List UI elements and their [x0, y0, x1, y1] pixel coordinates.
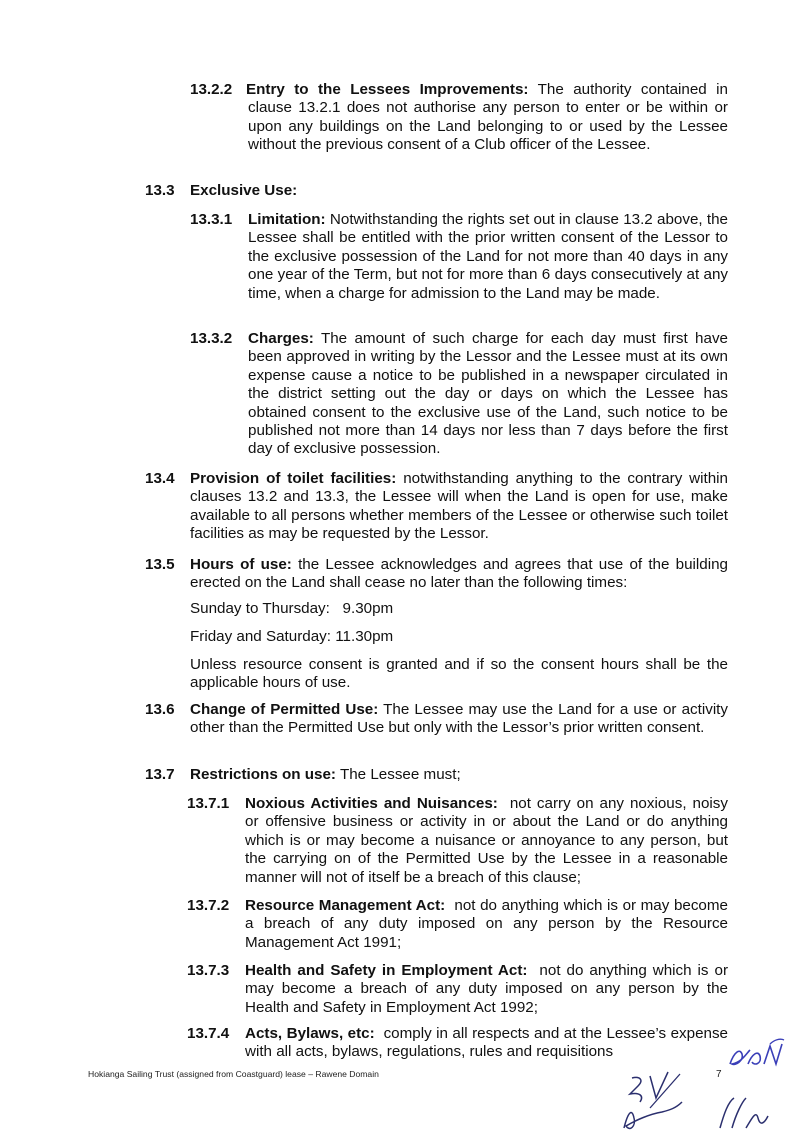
clause-13-7-2 — [245, 897, 728, 952]
clause-heading: Health and Safety in Employment Act: — [245, 962, 528, 979]
clause-number: 13.3.1 — [190, 211, 233, 228]
clause-13-6 — [190, 701, 728, 738]
clause-heading: Hours of use: — [190, 556, 292, 573]
clause-heading: Change of Permitted Use: — [190, 701, 379, 718]
clause-13-3-2 — [248, 330, 728, 459]
clause-heading: Noxious Activities and Nuisances: — [245, 795, 498, 812]
hours-time: 9.30pm — [342, 600, 394, 617]
clause-heading: Acts, Bylaws, etc: — [245, 1025, 375, 1042]
footer-text: Hokianga Sailing Trust (assigned from Coastguard) lease – Rawene Domain — [88, 1069, 379, 1079]
clause-heading: Resource Management Act: — [245, 897, 446, 914]
clause-number: 13.7.1 — [187, 795, 230, 812]
hours-time: 11.30pm — [335, 628, 394, 645]
hours-label: Sunday to Thursday: — [190, 600, 330, 617]
clause-13-7 — [190, 766, 461, 784]
clause-13-3-1 — [248, 211, 728, 303]
signature-right-icon — [712, 1088, 772, 1138]
clause-number: 13.5 — [145, 556, 175, 573]
clause-number: 13.3.2 — [190, 330, 233, 347]
initials-signature-icon — [724, 1034, 794, 1074]
clause-text: Notwithstanding the rights set out in clause 13.2 above, the Lessee shall be entitled with the prior written consent of the Lessor to the exclusive possession of the Land for not more than 40 days in any one year of the Term, but not for more than 6 days consecutively at any time, when a charge for admission to the Land may be made. — [248, 211, 728, 302]
clause-heading: Provision of toilet facilities: — [190, 470, 397, 487]
clause-text: The authority contained in clause 13.2.1 does not authorise any person to enter or be within or upon any buildings on the Land belonging to or used by the Lessee without the previous consent of a Club officer of the Lessee. — [248, 81, 728, 154]
hours-note: Unless resource consent is granted and if so the consent hours shall be the applicable hours of use. — [190, 656, 728, 692]
clause-13-4 — [190, 470, 728, 544]
clause-text: The amount of such charge for each day must first have been approved in writing by the Lessor and the Lessee must at its own expense cause a notice to be published in a newspaper circulated in the district setting out the day or days on which the Lessee has obtained consent to the exclusive use of the Land, such notice to be published not more than 14 days nor less than 7 days before the first day of exclusive possession. — [248, 330, 728, 458]
clause-number: 13.3 — [145, 182, 175, 199]
clause-heading: Charges: — [248, 330, 314, 347]
clause-text: not do anything which is or may become a breach of any duty imposed on any person by the Resource Management Act 1991; — [245, 897, 728, 951]
hours-weekday — [190, 600, 393, 618]
clause-13-7-4 — [245, 1025, 728, 1062]
clause-text: The Lessee must; — [339, 766, 461, 783]
clause-text: the Lessee acknowledges and agrees that use of the building erected on the Land shall cease no later than the following times: — [190, 556, 728, 592]
clause-heading: Restrictions on use: — [190, 766, 336, 783]
clause-text: comply in all respects and at the Lessee’s expense with all acts, bylaws, regulations, rules and requisitions — [245, 1025, 728, 1061]
clause-number: 13.2.2 — [190, 81, 233, 98]
clause-13-7-3 — [245, 962, 728, 1017]
clause-number: 13.7.2 — [187, 897, 230, 914]
clause-number: 13.4 — [145, 470, 175, 487]
hours-weekend — [190, 628, 393, 646]
clause-heading: Exclusive Use: — [190, 182, 298, 199]
page-number: 7 — [716, 1069, 722, 1080]
clause-text: notwithstanding anything to the contrary within clauses 13.2 and 13.3, the Lessee will when the Land is open for use, make available to all persons whether members of the Lessee or otherwise such toilet facilities as may be requested by the Lessor. — [190, 470, 728, 543]
clause-heading: Limitation: — [248, 211, 326, 228]
clause-13-5 — [190, 556, 728, 593]
clause-number: 13.7.3 — [187, 962, 230, 979]
clause-heading: Entry to the Lessees Improvements: — [246, 81, 529, 98]
clause-13-7-1 — [245, 795, 728, 887]
clause-number: 13.7.4 — [187, 1025, 230, 1042]
clause-text: The Lessee may use the Land for a use or activity other than the Permitted Use but only with the Lessor’s prior written consent. — [190, 701, 729, 737]
clause-text: not do anything which is or may become a breach of any duty imposed on any person by the Health and Safety in Employment Act 1992; — [245, 962, 729, 1016]
clause-13-2-2 — [248, 81, 728, 155]
clause-number: 13.7 — [145, 766, 175, 783]
clause-number: 13.6 — [145, 701, 175, 718]
hours-label: Friday and Saturday: — [190, 628, 331, 645]
clause-text: not carry on any noxious, noisy or offensive business or activity in or about the Land or do anything which is or may become a nuisance or annoyance to any person, but the carrying on of the Permitted Use by the Lessee in a reasonable manner will not of itself be a breach of this clause; — [245, 795, 728, 886]
signature-left-icon — [610, 1068, 720, 1138]
